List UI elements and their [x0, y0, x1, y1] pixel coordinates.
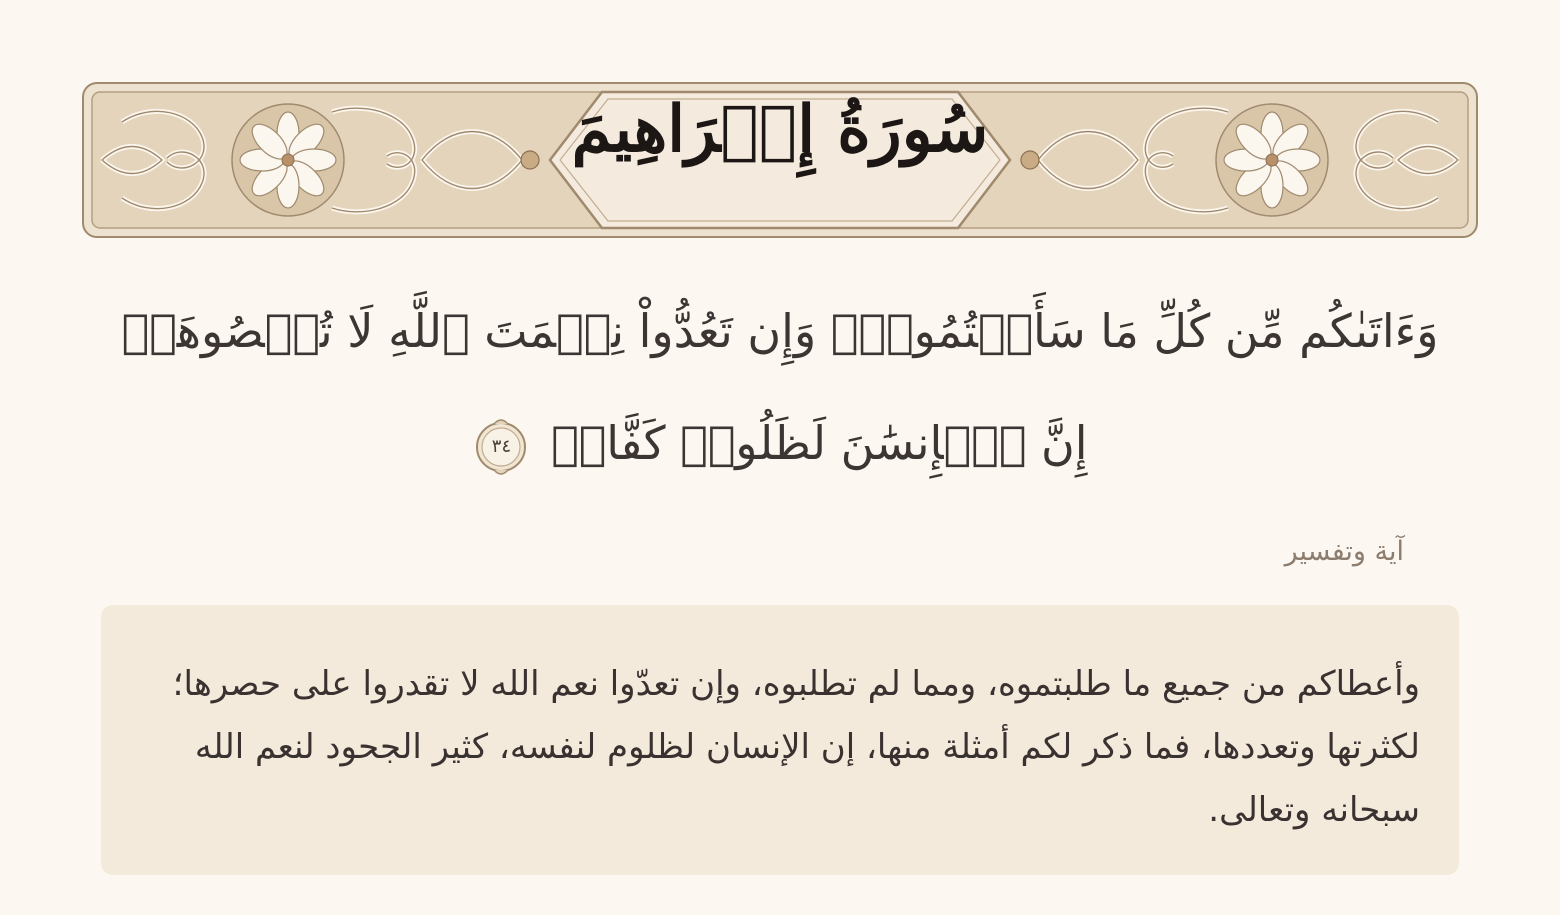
ayah-number: ٣٤ [491, 436, 512, 457]
tafsir-text: وأعطاكم من جميع ما طلبتموه، ومما لم تطلبوه، وإن تعدّوا نعم الله لا تقدروا على حصرها؛ لكثرتها وتعددها، فما ذكر لكم أمثلة منها، إن الإنسان لظلوم لنفسه، كثير الجحود لنعم الله سبحانه وتعالى. [172, 664, 1420, 830]
verse-block [110, 275, 1450, 499]
section-label: آية وتفسير [1284, 536, 1404, 567]
surah-title: سُورَةُ إِبۡرَاهِيمَ [571, 92, 989, 167]
ayah-number-marker [472, 418, 530, 476]
verse-text: وَءَاتَىٰكُم مِّن كُلِّ مَا سَأَلۡتُمُوهُۚ وَإِن تَعُدُّواْ نِعۡمَتَ ٱللَّهِ لَا تُحۡصُوهَآۗ إِنَّ ٱلۡإِنسَٰنَ لَظَلُومٞ كَفَّارٞ [121, 304, 1439, 470]
